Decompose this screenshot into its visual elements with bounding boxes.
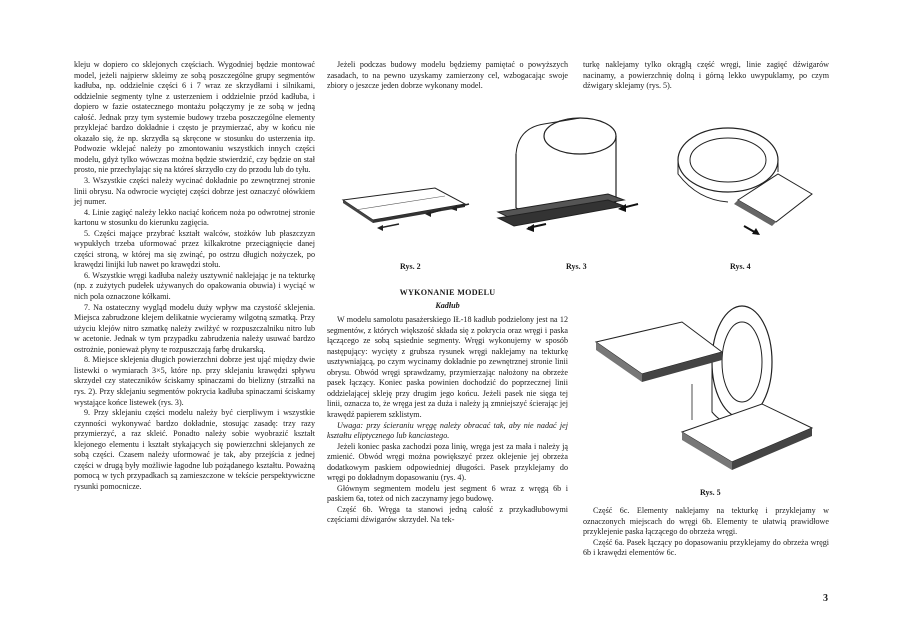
caption-rys4: Rys. 4	[730, 262, 751, 271]
paragraph: 4. Linie zagięć należy lekko naciąć końcem noża po odwrotnej stronie kartonu w stosunku do kierunku zagięcia.	[74, 207, 315, 228]
paragraph: Jeżeli podczas budowy modelu będziemy pamiętać o powyższych zasadach, to na pewno uzyskamy zamierzony cel, wzbogacając swoje zbiory o jeszcze jeden dobrze wykonany model.	[327, 60, 568, 91]
section-title: WYKONANIE MODELU	[399, 288, 496, 297]
paragraph: turkę naklejamy tylko okrągłą część wręgi, linie zagięć dźwigarów nacinamy, a powierzchnię dolną i górną lekko uwypuklamy, po czym dźwigary sklejamy (rys. 5).	[583, 60, 829, 91]
text-column-left	[74, 60, 315, 492]
text-column-middle-top	[327, 60, 568, 92]
note-paragraph: Uwaga: przy ścieraniu wręgę należy obracać tak, aby nie nadać jej kształtu eliptycznego lub kanciastego.	[327, 420, 568, 441]
paragraph: 6. Wszystkie wręgi kadłuba należy usztywnić naklejając je na tekturkę (np. z zużytych pudełek używanych do opakowania obuwia) i wyciąć w nich pola oznaczone kółkami.	[74, 270, 315, 302]
paragraph: 3. Wszystkie części należy wycinać dokładnie po zewnętrznej stronie linii obrysu. Na odwrocie wyciętej części dobrze jest oznaczyć ołówkiem jej numer.	[74, 176, 315, 207]
caption-rys3: Rys. 3	[566, 262, 587, 271]
paragraph: Głównym segmentem modelu jest segment 6 wraz z wręgą 6b i paskiem 6a, toteż od nich zaczynamy jego budowę.	[327, 483, 568, 504]
page-number: 3	[823, 593, 828, 604]
paragraph: 5. Części mające przybrać kształt walców, stożków lub płaszczyzn wypukłych trzeba uformować przez kilkakrotne przeciągnięcie danej części stroną, w której ma się zwinąć, po ostrzu długich nożyczek, po krawędzi linijki lub nawet po krawędzi stołu.	[74, 228, 315, 270]
figure-rys2	[335, 180, 475, 240]
paragraph: Część 6c. Elementy naklejamy na tekturkę i przyklejamy w oznaczonych miejscach do wręgi 6b. Elementy te ułatwią prawidłowe przyklejenie paska łączącego do obrzeża wręgi.	[583, 506, 829, 537]
caption-rys2: Rys. 2	[400, 262, 421, 271]
text-column-middle-bottom	[327, 288, 568, 526]
paragraph: 8. Miejsce sklejenia długich powierzchni dobrze jest ująć między dwie listewki o wymiarach 3×5, które np. przy sklejaniu krawędzi spływu skrzydeł czy stateczników ściskamy spinaczami do bielizny (strzałki na rys. 2). Przy sklejaniu segmentów pokrycia kadłuba spinaczami ściskamy wystające końce listewek (rys. 3).	[74, 355, 315, 407]
text-column-right-bottom	[583, 506, 829, 559]
paragraph: 7. Na ostateczny wygląd modelu duży wpływ ma czystość sklejenia. Miejsca zabrudzone klejem delikatnie wycieramy wilgotną szmatką. Przy użyciu klejów nitro szmatkę należy zwilżyć w rozpuszczalniku nitro lub w acetonie. Jednak w tym przypadku zabrudzenia należy usuwać bardzo ostrożnie, ponieważ płyny te rozpuszczają farbę drukarską.	[74, 302, 315, 354]
paragraph: kleju w dopiero co sklejonych częściach. Wygodniej będzie montować model, jeżeli najpierw skleimy ze sobą poszczególne grupy segmentów kadłuba, np. oddzielnie części 6 i 7 wraz ze skrzydłami i silnikami, oddzielnie segmenty tylne z usterzeniem i oddzielnie przód kadłuba, i dopiero w fazie ostatecznego montażu połączymy je ze sobą w jedną całość. Jednak przy tym systemie budowy trzeba poszczególne elementy przyklejać bardzo dokładnie i często je przymierzać, aby w końcu nie okazało się, że np. skrzydła są skręcone w stosunku do usterzenia itp. Podwozie wklejać należy po zmontowaniu wszystkich innych części modelu, gdyż tylko wówczas można będzie stwierdzić, czy będzie on stał prosto, nie przechylając się na któreś skrzydło czy do przodu lub do tyłu.	[74, 60, 315, 175]
paragraph: 9. Przy sklejaniu części modelu należy być cierpliwym i wszystkie czynności wykonywać bardzo dokładnie, stosując zasadę: trzy razy przymierzyć, a raz skleić. Ponadto należy sobie wyobrazić kształt klejonego elementu i kształt stykających się powierzchni sklejanych ze sobą części. Czasem należy uformować je tak, aby przejścia z jednej części w drugą były możliwie łagodne lub pożądanego kształtu. Poważną pomocą w tych przypadkach są zamieszczone w tekście perspektywiczne rysunki pomocnicze.	[74, 408, 315, 491]
paragraph: W modelu samolotu pasażerskiego IŁ-18 kadłub podzielony jest na 12 segmentów, z których większość składa się z pokrycia oraz wręgi i paska łączącego ze sobą sąsiednie segmenty. Wręgi wykonujemy w sposób następujący: wycięty z grubsza rysunek wręgi naklejamy na tekturkę usztywniającą, po czym wycinamy dokładnie po zewnętrznej stronie linii obrysu. Obwód wręgi sprawdzamy, przymierzając nałożony na obrzeże pasek łączący. Koniec paska powinien dochodzić do poprzecznej linii oddzielającej skleję przy drugim jego końcu. Jeżeli pasek nie sięga tej linii, oznacza to, że wręga jest za duża i należy ją zmniejszyć ścierając jej krawędź papierem szklistym.	[327, 315, 568, 420]
figure-rys5	[592, 292, 832, 482]
figure-rys4	[668, 118, 818, 238]
section-subtitle: Kadłub	[435, 300, 460, 310]
paragraph: Część 6b. Wręga ta stanowi jedną całość z przykadłubowymi częściami dźwigarów skrzydeł. Na tek-	[327, 504, 568, 525]
paragraph: Jeżeli koniec paska zachodzi poza linię, wręga jest za mała i należy ją zmienić. Obwód wręgi można powiększyć przez oklejenie jej obrzeża dodatkowym paskiem odpowiedniej długości. Pasek przyklejamy do wręgi po dokładnym dopasowaniu (rys. 4).	[327, 441, 568, 483]
caption-rys5: Rys. 5	[700, 488, 721, 497]
figure-rys3	[488, 108, 643, 248]
paragraph: Część 6a. Pasek łączący po dopasowaniu przyklejamy do obrzeża wręgi 6b i krawędzi elementów 6c.	[583, 537, 829, 558]
text-column-right-top	[583, 60, 829, 92]
